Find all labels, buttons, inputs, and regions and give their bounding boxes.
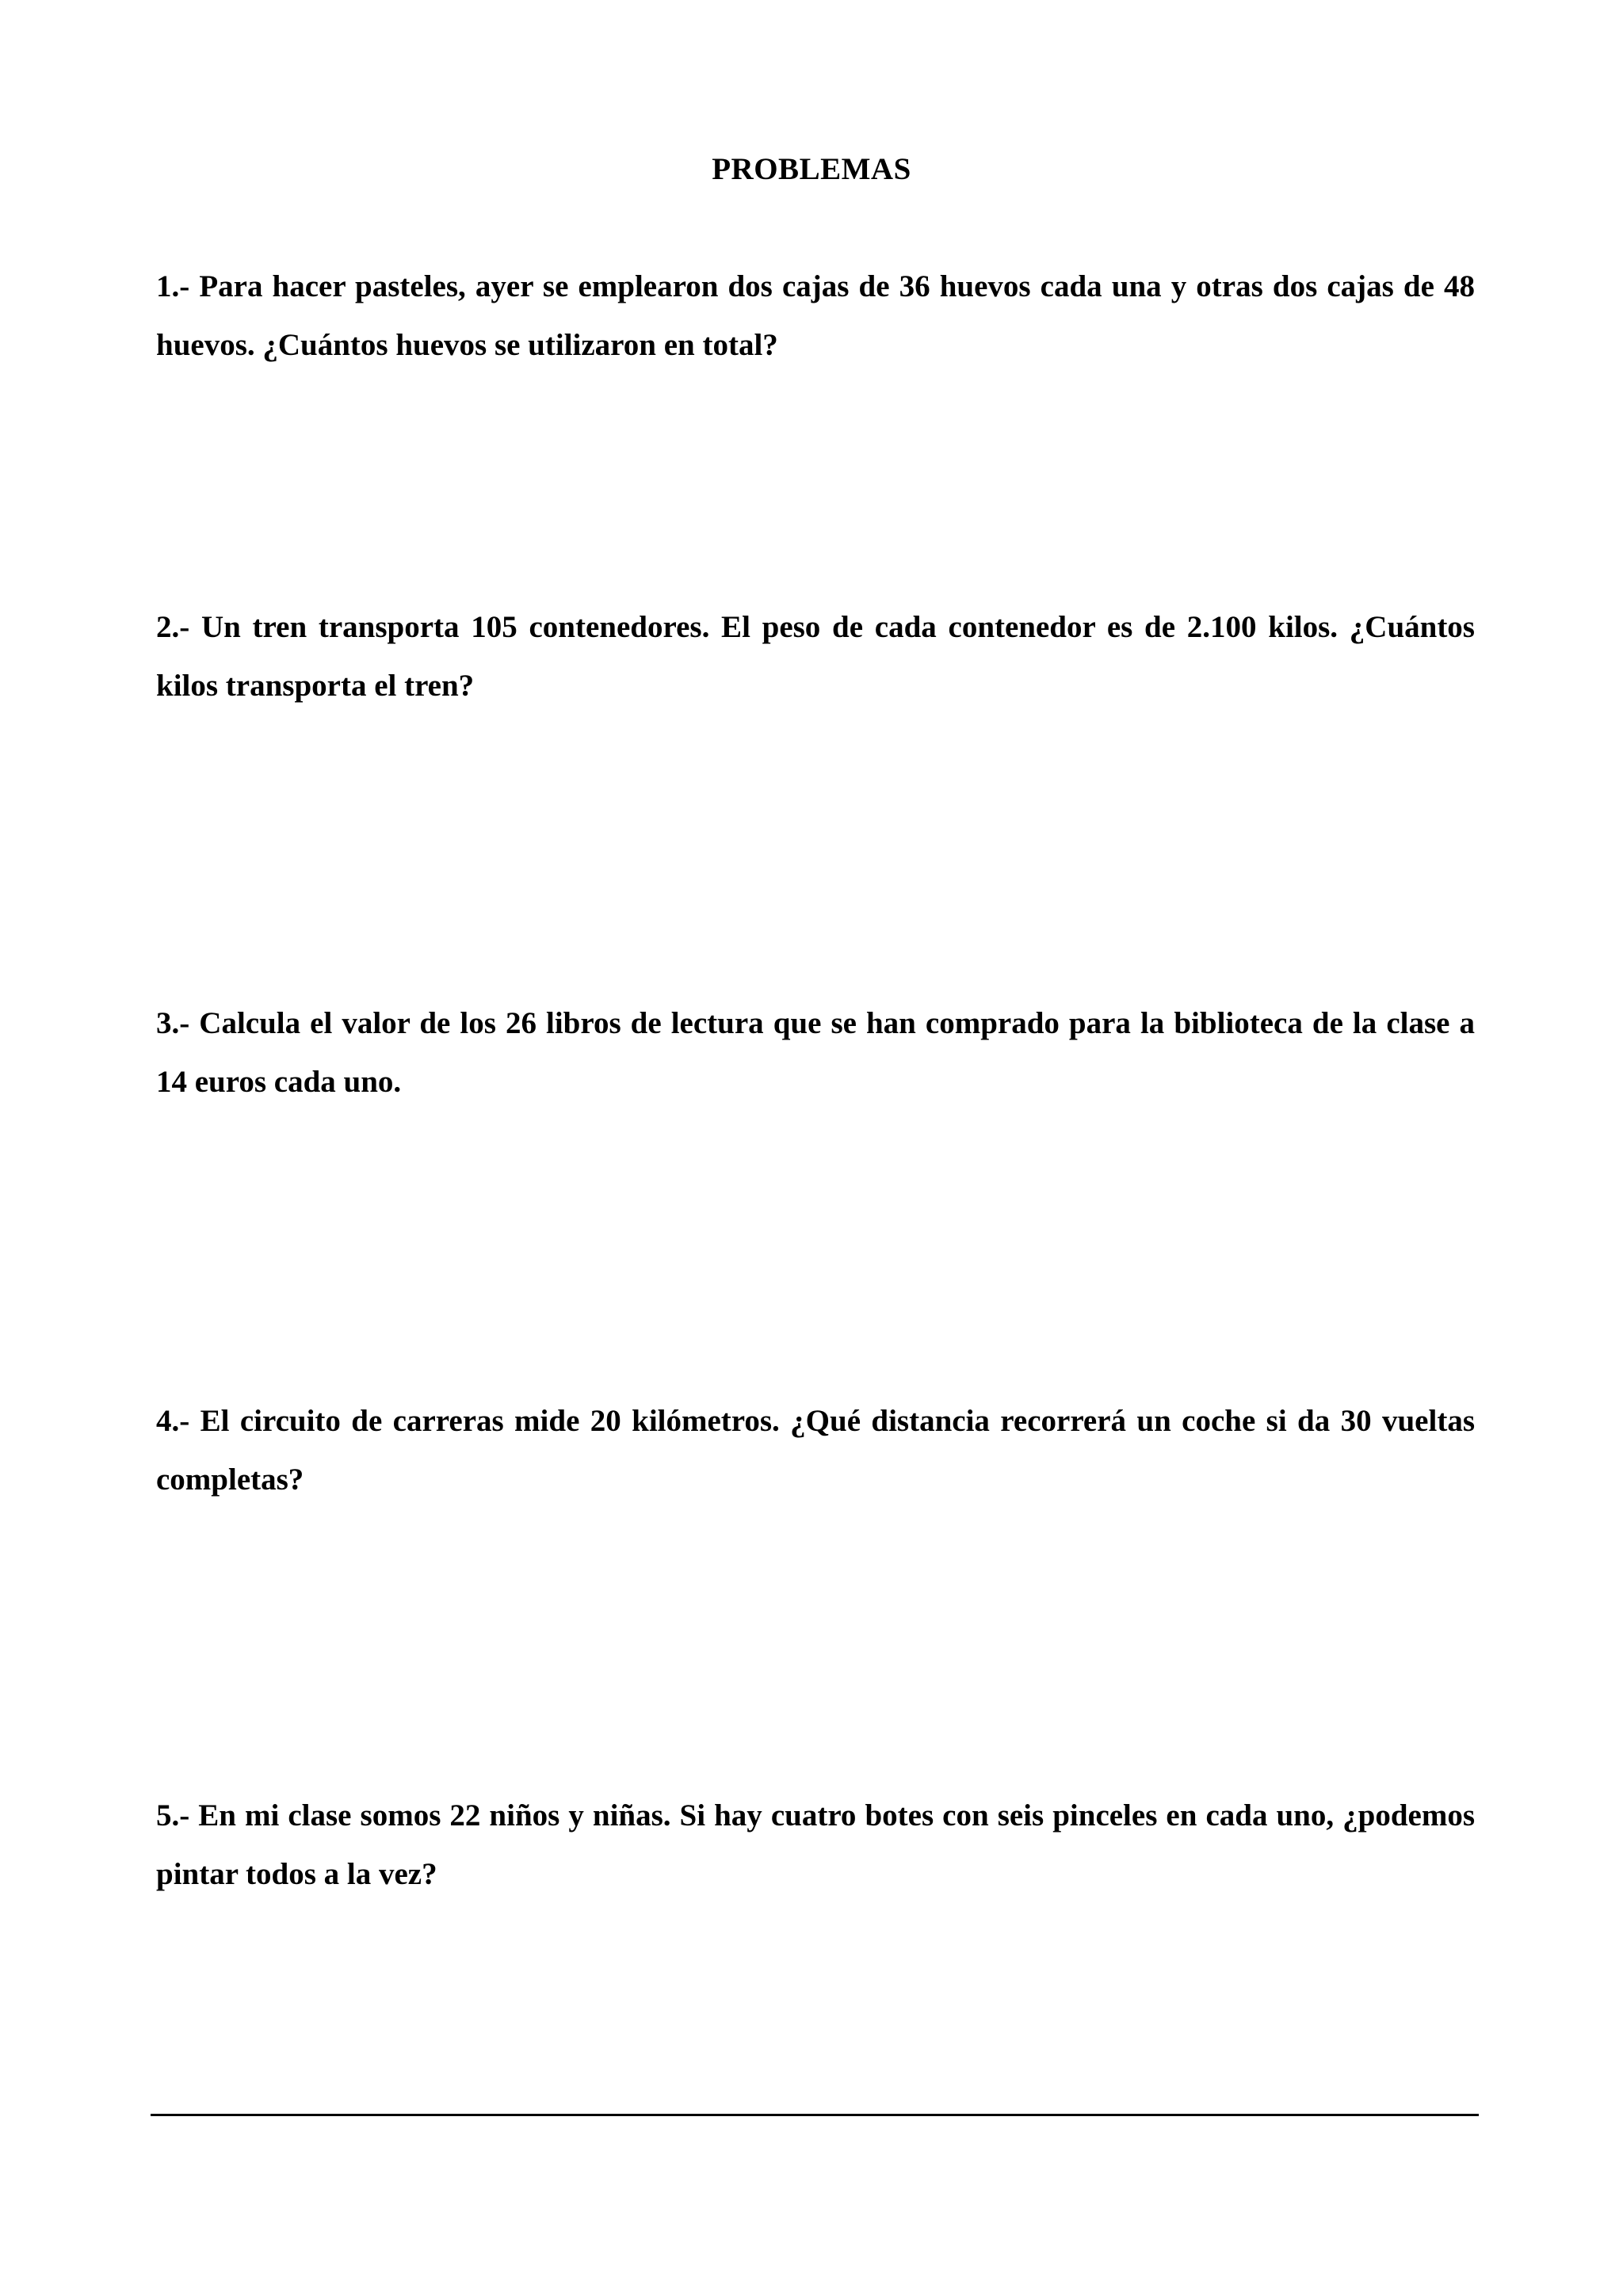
problem-5: 5.- En mi clase somos 22 niños y niñas. Si hay cuatro botes con seis pinceles en cada uno, ¿podemos pintar todos a la vez? [156,1798,1475,1891]
problem-4: 4.- El circuito de carreras mide 20 kilómetros. ¿Qué distancia recorrerá un coche si da 30 vueltas completas? [156,1404,1475,1497]
problem-2: 2.- Un tren transporta 105 contenedores. El peso de cada contenedor es de 2.100 kilos. ¿Cuántos kilos transporta el tren? [156,610,1475,703]
problem-3: 3.- Calcula el valor de los 26 libros de lectura que se han comprado para la biblioteca de la clase a 14 euros cada uno. [156,1006,1475,1099]
problem-1: 1.- Para hacer pasteles, ayer se emplearon dos cajas de 36 huevos cada una y otras dos cajas de 48 huevos. ¿Cuántos huevos se utilizaron en total? [156,269,1475,362]
page-title: PROBLEMAS [712,152,911,186]
footer-divider [151,2114,1479,2116]
